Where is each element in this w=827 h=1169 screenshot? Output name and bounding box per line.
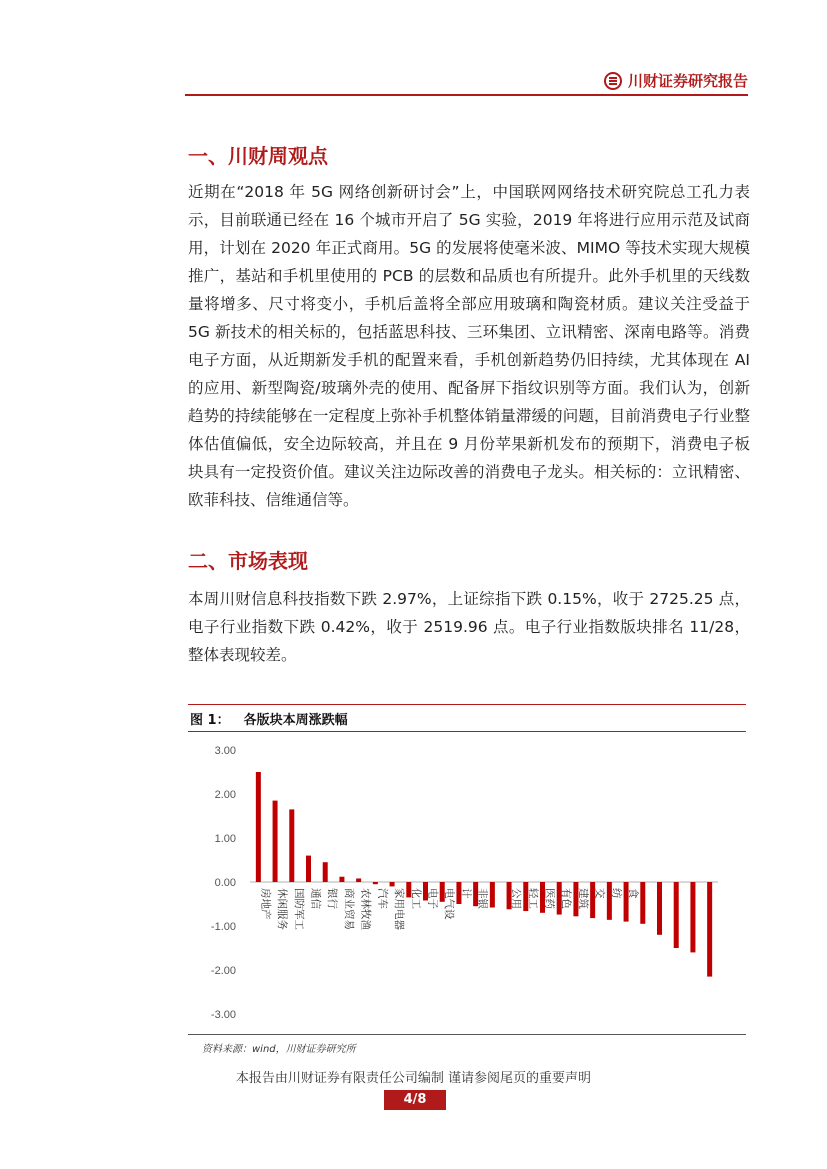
x-tick-label: 纺: [610, 888, 623, 899]
x-tick-label: 农林牧渔: [359, 888, 372, 930]
y-tick-label: -1.00: [210, 921, 236, 933]
bar-钢铁: [490, 882, 495, 908]
x-tick-label: 化工: [409, 888, 422, 909]
bar-房地产: [256, 772, 261, 882]
brand-logo-icon: [604, 72, 622, 90]
figure-title: 各版块本周涨跌幅: [243, 712, 348, 728]
section-1-title: 一、川财周观点: [188, 144, 328, 168]
bar-汽车: [373, 882, 378, 884]
bar-家用电器: [390, 882, 395, 886]
page-number: 4/8: [384, 1090, 446, 1110]
bar-综合: [674, 882, 679, 948]
bar-通信: [306, 856, 311, 882]
bar-休闲服务: [273, 801, 278, 882]
x-tick-label: 电子: [426, 888, 439, 909]
x-tick-label: 家用电器: [393, 888, 406, 930]
section-2-title: 二、市场表现: [188, 549, 308, 573]
x-tick-label: 食: [627, 888, 640, 899]
figure-bottom-rule: [188, 1034, 746, 1035]
x-tick-label: 房地产: [259, 888, 272, 920]
bar-建筑材料: [657, 882, 662, 935]
x-tick-label: 交: [593, 888, 606, 899]
x-tick-label: 计: [459, 888, 472, 899]
bar-机械设备: [690, 882, 695, 952]
bar-农林牧渔: [356, 878, 361, 882]
x-tick-label: 医药: [543, 888, 556, 909]
page-header: [185, 64, 748, 96]
section-2-body: 本周川财信息科技指数下跌 2.97%，上证综指下跌 0.15%，收于 2725.25 点，电子行业指数下跌 0.42%，收于 2519.96 点。电子行业指数版块排名 11/28，整体表现较差。: [188, 590, 750, 664]
section-1-body: 近期在“2018 年 5G 网络创新研讨会”上，中国联网网络技术研究院总工孔力表示，目前联通已经在 16 个城市开启了 5G 实验，2019 年将进行应用示范及试商用，计划在 2020 年正式商用。5G 的发展将使毫米波、MIMO 等技术实现大规模推广，基站和手机里使用的 PCB 的层数和品质也有所提升。此外手机里的天线数量将增多、尺寸将变小，手机后盖将全部应用玻璃和陶瓷材质。建议关注受益于 5G 新技术的相关标的，包括蓝思科技、三环集团、立讯精密、深南电路等。消费电子方面，从近期新发手机的配置来看，手机创新趋势仍旧持续，尤其体现在 AI 的应用、新型陶瓷/玻璃外壳的使用、配备屏下指纹识别等方面。我们认为，创新趋势的持续能够在一定程度上弥补手机整体销量滞缓的问题，目前消费电子行业整体估值偏低，安全边际较高，并且在 9 月份苹果新机发布的预期下，消费电子板块具有一定投资价值。建议关注边际改善的消费电子龙头。相关标的：立讯精密、欧菲科技、信维通信等。: [188, 183, 750, 509]
y-tick-label: 2.00: [214, 789, 236, 801]
bar-银行: [323, 862, 328, 882]
x-tick-label: 汽车: [376, 888, 389, 909]
figure-source: 资料来源：wind，川财证券研究所: [202, 1044, 356, 1055]
figure-header: [188, 704, 746, 732]
bar-国防军工: [289, 809, 294, 882]
x-tick-label: 电气设: [443, 888, 456, 920]
figure-1: [188, 704, 746, 1054]
x-tick-label: 通信: [309, 888, 322, 909]
brand: [604, 70, 748, 91]
bar-商业贸易: [339, 877, 344, 882]
brand-name: 川财证券研究报告: [627, 72, 748, 90]
bar-采掘: [640, 882, 645, 924]
y-tick-label: 1.00: [214, 833, 236, 845]
footer-note: 本报告由川财证券有限责任公司编制 谨请参阅尾页的重要声明: [235, 1071, 592, 1086]
y-tick-label: 3.00: [214, 745, 236, 757]
y-tick-label: 0.00: [214, 877, 236, 889]
x-tick-label: 建筑: [576, 888, 589, 909]
x-tick-label: 公用: [510, 888, 523, 909]
x-tick-label: 国防军工: [292, 888, 305, 930]
x-tick-label: 非银: [476, 888, 489, 909]
figure-label: 图 1：: [190, 712, 230, 728]
bar-chart: [188, 734, 746, 1032]
x-tick-label: 轻工: [526, 888, 539, 909]
x-tick-label: 休闲服务: [276, 888, 289, 930]
x-tick-label: 商业贸易: [342, 888, 355, 930]
y-tick-label: -2.00: [210, 965, 236, 977]
y-tick-label: -3.00: [210, 1009, 236, 1021]
bar-传媒: [707, 882, 712, 977]
x-tick-label: 有色: [560, 888, 573, 909]
x-tick-label: 银行: [326, 888, 339, 909]
